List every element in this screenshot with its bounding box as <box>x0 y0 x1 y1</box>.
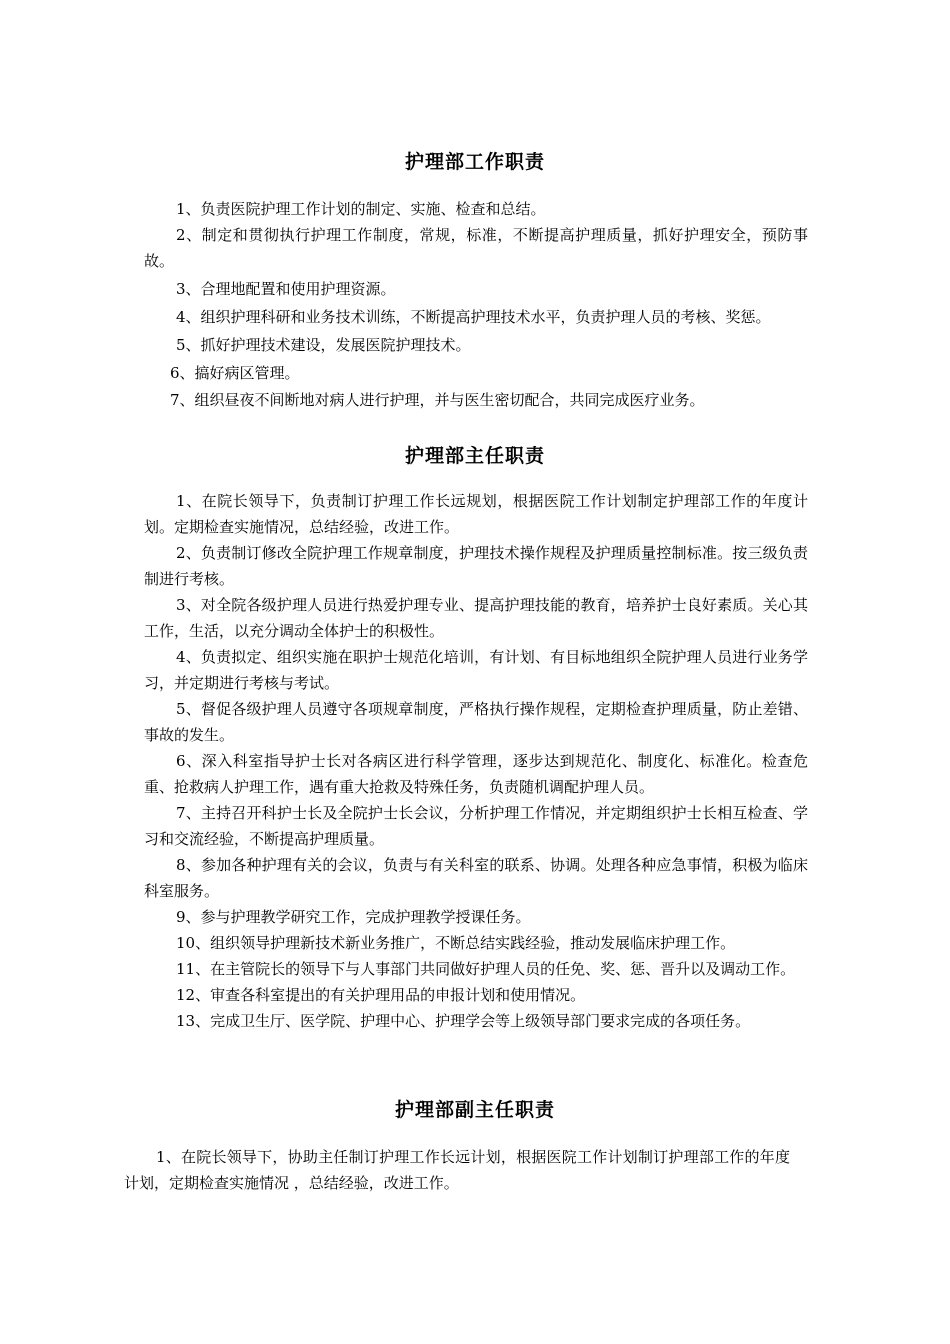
list-item: 6、搞好病区管理。 <box>170 364 300 382</box>
list-item: 13、完成卫生厅、医学院、护理中心、护理学会等上级领导部门要求完成的各项任务。 <box>176 1012 751 1030</box>
list-item: 3、合理地配置和使用护理资源。 <box>176 280 396 298</box>
list-item: 3、对全院各级护理人员进行热爱护理专业、提高护理技能的教育，培养护士良好素质。关心其工作，生活，以充分调动全体护士的积极性。 <box>144 596 808 640</box>
list-item-block <box>144 222 808 274</box>
list-item: 4、负责拟定、组织实施在职护士规范化培训，有计划、有目标地组织全院护理人员进行业务学习，并定期进行考核与考试。 <box>144 648 808 692</box>
list-item: 6、深入科室指导护士长对各病区进行科学管理，逐步达到规范化、制度化、标准化。检查危重、抢救病人护理工作，遇有重大抢救及特殊任务，负责随机调配护理人员。 <box>144 752 808 796</box>
deputy-duties-list <box>124 1144 790 1196</box>
list-item: 10、组织领导护理新技术新业务推广，不断总结实践经验，推动发展临床护理工作。 <box>176 934 736 952</box>
list-item: 8、参加各种护理有关的会议，负责与有关科室的联系、协调。处理各种应急事情，积极为临床科室服务。 <box>144 856 808 900</box>
section-title-director-duties: 护理部主任职责 <box>404 445 545 467</box>
list-item: 12、审查各科室提出的有关护理用品的申报计划和使用情况。 <box>176 986 586 1004</box>
list-item: 2、制定和贯彻执行护理工作制度，常规，标准，不断提高护理质量，抓好护理安全，预防事故。 <box>144 226 808 270</box>
list-item: 1、负责医院护理工作计划的制定、实施、检查和总结。 <box>176 200 546 218</box>
list-item: 2、负责制订修改全院护理工作规章制度，护理技术操作规程及护理质量控制标准。按三级负责制进行考核。 <box>144 544 808 588</box>
list-item: 7、组织昼夜不间断地对病人进行护理，并与医生密切配合，共同完成医疗业务。 <box>170 391 705 409</box>
list-item: 1、在院长领导下，协助主任制订护理工作长远计划，根据医院工作计划制订护理部工作的年度计划，定期检查实施情况 ，总结经验，改进工作。 <box>124 1148 790 1192</box>
director-duties-list <box>144 488 808 1034</box>
list-item: 1、在院长领导下，负责制订护理工作长远规划，根据医院工作计划制定护理部工作的年度计划。定期检查实施情况，总结经验，改进工作。 <box>144 492 808 536</box>
list-item: 5、督促各级护理人员遵守各项规章制度，严格执行操作规程，定期检查护理质量，防止差错、事故的发生。 <box>144 700 808 744</box>
list-item: 11、在主管院长的领导下与人事部门共同做好护理人员的任免、奖、惩、晋升以及调动工作。 <box>176 960 796 978</box>
section-title-deputy-director-duties: 护理部副主任职责 <box>394 1099 555 1121</box>
list-item: 7、主持召开科护士长及全院护士长会议，分析护理工作情况，并定期组织护士长相互检查、学习和交流经验，不断提高护理质量。 <box>144 804 808 848</box>
section-title-work-duties: 护理部工作职责 <box>404 151 545 173</box>
list-item: 9、参与护理教学研究工作，完成护理教学授课任务。 <box>176 908 531 926</box>
list-item: 4、组织护理科研和业务技术训练，不断提高护理技术水平，负责护理人员的考核、奖惩。 <box>176 308 771 326</box>
list-item: 5、抓好护理技术建设，发展医院护理技术。 <box>176 336 471 354</box>
